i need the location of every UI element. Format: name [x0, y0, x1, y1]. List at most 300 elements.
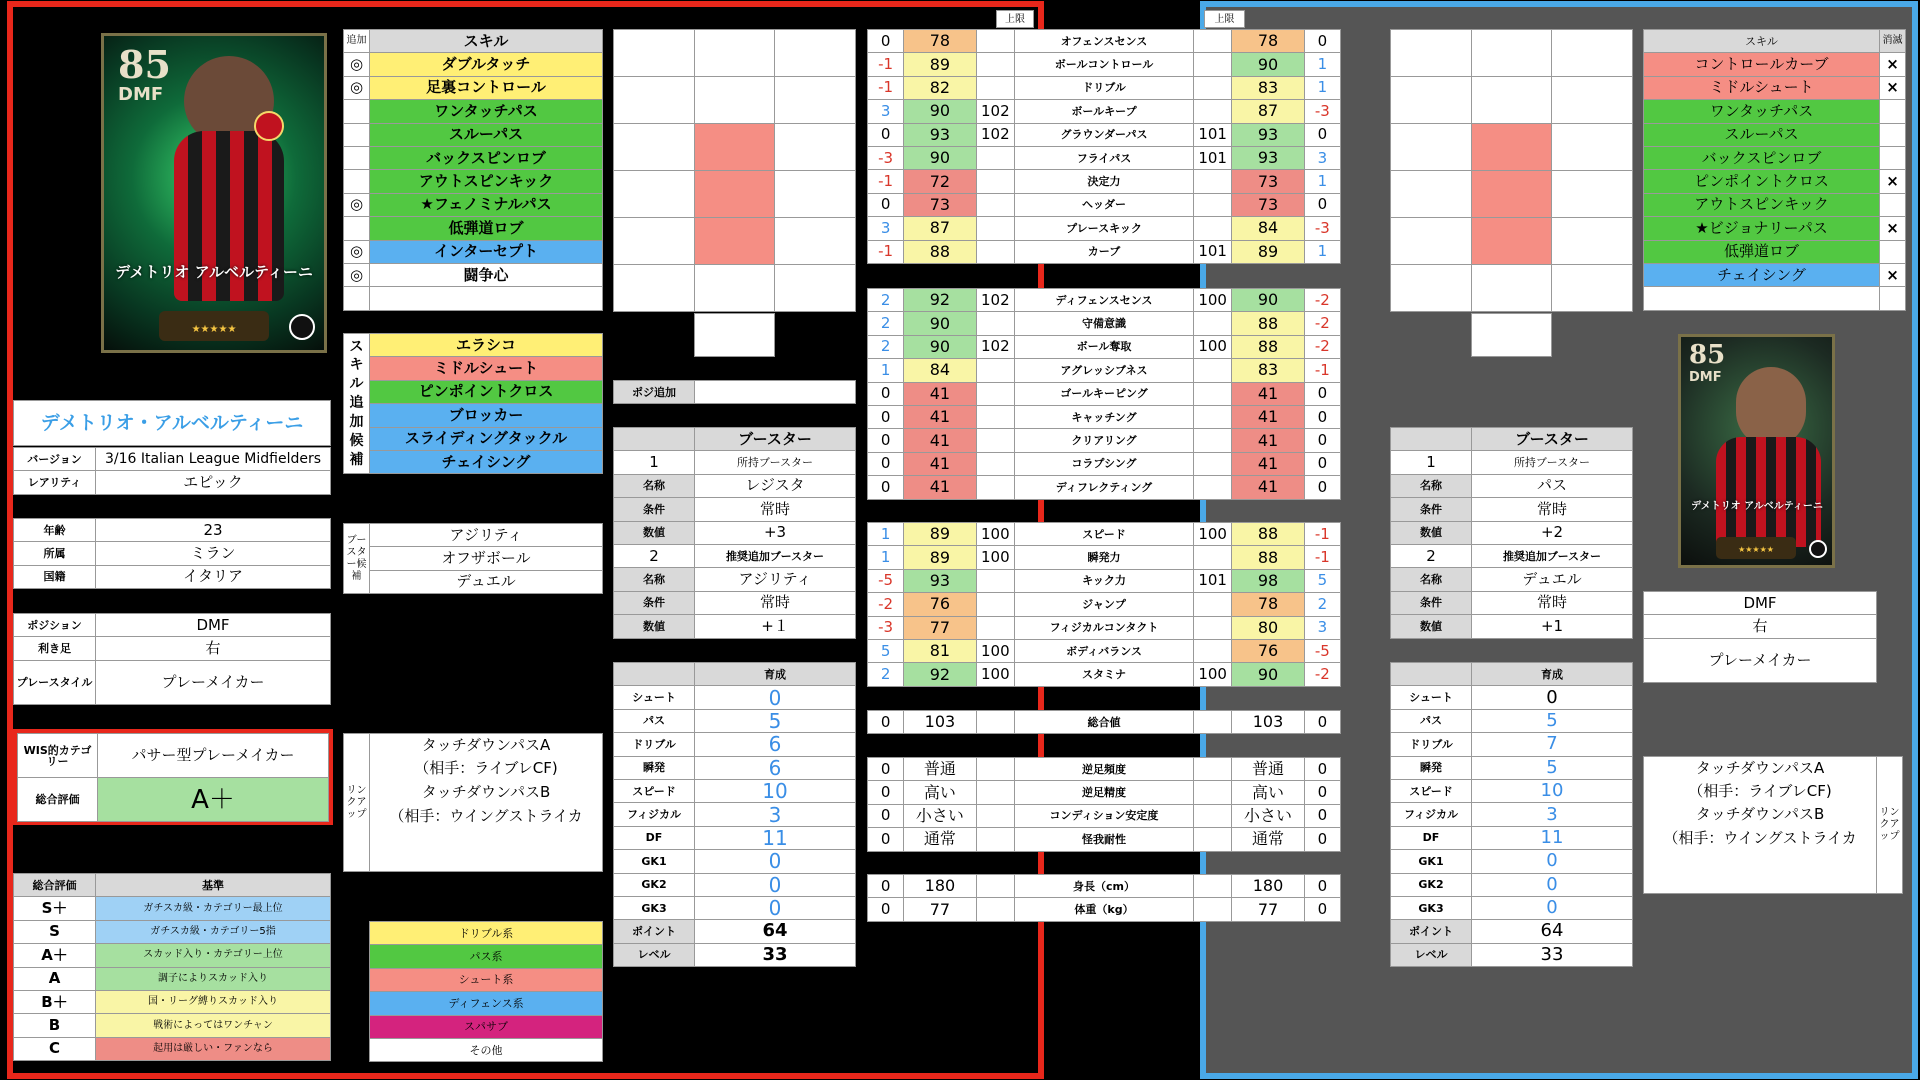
training-value: 0	[695, 896, 856, 919]
skill-mark	[344, 287, 370, 310]
stat-name: ボール奪取	[1015, 335, 1194, 358]
stat-cap-right	[1193, 359, 1231, 382]
stat-delta-right: 0	[1304, 781, 1340, 804]
booster-cond: 常時	[1472, 591, 1633, 614]
card-position: DMF	[118, 84, 164, 105]
stat-cap-left	[976, 804, 1014, 827]
link-up-line: タッチダウンパスA	[1644, 757, 1877, 780]
stat-delta-left: -5	[868, 569, 904, 592]
training-value: 7	[1472, 733, 1633, 756]
pos-cell	[1391, 171, 1472, 218]
skill-candidates-table	[343, 333, 603, 474]
stat-delta-right: 0	[1304, 123, 1340, 146]
stat-name: フライパス	[1015, 146, 1194, 169]
pos-cell	[694, 218, 775, 265]
pos-cell	[775, 77, 856, 124]
skill-mark	[344, 146, 370, 169]
pos-cell	[775, 218, 856, 265]
stat-value-left: 92	[904, 289, 976, 312]
stat-cap-left	[976, 217, 1014, 240]
stat-cap-right	[1193, 452, 1231, 475]
stat-value-right: 41	[1232, 405, 1304, 428]
stat-value-left: 41	[904, 476, 976, 499]
style-value: プレーメイカー	[1644, 638, 1877, 682]
booster-val-label: 数値	[614, 521, 695, 544]
stat-cap-left	[976, 711, 1014, 734]
booster-name-label: 名称	[1391, 568, 1472, 591]
booster-name: レジスタ	[695, 474, 856, 497]
link-up-table-right	[1643, 756, 1903, 894]
legend-grade: S＋	[14, 897, 96, 920]
pos-cell-gk	[694, 313, 775, 357]
pos-cell-cmf	[694, 124, 775, 171]
training-label: ドリブル	[1391, 733, 1472, 756]
position-grid-right	[1390, 29, 1633, 312]
stat-name: 瞬発力	[1015, 546, 1194, 569]
candidate-skill: ブロッカー	[370, 404, 603, 427]
pos-cell	[1552, 124, 1633, 171]
stat-cap-left	[976, 405, 1014, 428]
stat-cap-right	[1193, 217, 1231, 240]
profile-name-table	[13, 400, 331, 446]
stat-delta-left: 0	[868, 193, 904, 216]
stat-delta-left: 0	[868, 30, 904, 53]
wis-value: パサー型プレーメイカー	[98, 734, 329, 778]
pos-add-value	[695, 381, 856, 404]
booster-val-label: 数値	[614, 615, 695, 638]
stat-cap-left	[976, 53, 1014, 76]
pos-cell	[1552, 265, 1633, 312]
stat-name: クリアリング	[1015, 429, 1194, 452]
stat-name: コンディション安定度	[1015, 804, 1194, 827]
legend-grade: S	[14, 920, 96, 943]
stat-delta-left: 0	[868, 898, 904, 921]
stat-delta-right: 0	[1304, 476, 1340, 499]
training-label: GK3	[614, 896, 695, 919]
stat-row	[868, 569, 1341, 592]
stat-value-right: 73	[1232, 193, 1304, 216]
training-label: GK2	[614, 873, 695, 896]
booster-corner	[1391, 428, 1472, 451]
stat-row	[868, 335, 1341, 358]
player-portrait	[1736, 367, 1806, 447]
skill-removed-mark: ×	[1880, 263, 1906, 286]
legend-desc: ガチスカ級・カテゴリー5指	[96, 920, 331, 943]
training-label: GK1	[1391, 850, 1472, 873]
legend-desc: 国・リーグ縛りスカッド入り	[96, 990, 331, 1013]
booster-val: +3	[695, 521, 856, 544]
stat-cap-left	[976, 781, 1014, 804]
skill-removed-mark: ×	[1880, 217, 1906, 240]
stat-row	[868, 663, 1341, 686]
training-label: スピード	[1391, 779, 1472, 802]
booster-val-label: 数値	[1391, 615, 1472, 638]
skill-item: ダブルタッチ	[370, 53, 603, 76]
stat-delta-left: 0	[868, 804, 904, 827]
stat-delta-right: 0	[1304, 405, 1340, 428]
legend-desc: 起用は厳しい・ファンなら	[96, 1037, 331, 1060]
player-name: デメトリオ・アルベルティーニ	[14, 401, 331, 446]
stat-delta-left: 0	[868, 382, 904, 405]
stat-delta-left: -3	[868, 146, 904, 169]
stat-row	[868, 382, 1341, 405]
training-label: GK1	[614, 850, 695, 873]
stat-cap-right	[1193, 476, 1231, 499]
stat-delta-right: -3	[1304, 217, 1340, 240]
training-label: DF	[614, 826, 695, 849]
stat-row	[868, 146, 1341, 169]
wis-table	[17, 733, 329, 822]
stat-row	[868, 781, 1341, 804]
booster-table-right	[1390, 427, 1633, 639]
stat-value-left: 93	[904, 569, 976, 592]
training-corner	[1391, 663, 1472, 686]
skill-item: アウトスピンキック	[1644, 193, 1880, 216]
training-point: 64	[695, 920, 856, 943]
stat-value-right: 41	[1232, 476, 1304, 499]
training-label: GK3	[1391, 896, 1472, 919]
stat-name: キャッチング	[1015, 405, 1194, 428]
skill-item: アウトスピンキック	[370, 170, 603, 193]
card-rating: 85	[118, 42, 171, 87]
booster-val: +1	[1472, 615, 1633, 638]
stat-delta-left: -1	[868, 170, 904, 193]
stat-cap-left	[976, 569, 1014, 592]
stat-value-right: 93	[1232, 146, 1304, 169]
stat-row	[868, 523, 1341, 546]
stat-row	[868, 875, 1341, 898]
club-crest-icon	[254, 111, 284, 141]
pos-cell	[1471, 30, 1552, 77]
stat-cap-right: 101	[1193, 240, 1231, 263]
stat-delta-right: 0	[1304, 828, 1340, 851]
pos-cell-dmf	[1471, 171, 1552, 218]
stat-cap-left	[976, 382, 1014, 405]
stat-value-left: 41	[904, 382, 976, 405]
stat-value-right: 103	[1232, 711, 1304, 734]
skill-candidates-label: スキル追加候補	[344, 334, 370, 474]
skill-removed-mark	[1880, 240, 1906, 263]
stat-cap-right: 100	[1193, 663, 1231, 686]
training-value: 6	[695, 756, 856, 779]
training-level-label: レベル	[1391, 943, 1472, 966]
skill-color-legend	[369, 921, 603, 1062]
skill-item: 低弾道ロブ	[1644, 240, 1880, 263]
card-name: デメトリオ アルベルティーニ	[115, 263, 313, 281]
candidate-skill: チェイシング	[370, 450, 603, 473]
stat-row	[868, 289, 1341, 312]
stats-traits-table	[867, 757, 1341, 852]
stat-cap-right: 100	[1193, 335, 1231, 358]
booster-title: 所持ブースター	[1472, 451, 1633, 474]
stat-cap-left	[976, 898, 1014, 921]
link-up-line: （相手：ウイングストライカ	[1644, 827, 1877, 850]
stat-cap-left	[976, 170, 1014, 193]
stat-name: ディフェンスセンス	[1015, 289, 1194, 312]
pos-cell	[694, 265, 775, 312]
training-table-left	[613, 662, 856, 967]
candidate-booster: アジリティ	[370, 524, 603, 547]
stat-delta-right: 5	[1304, 569, 1340, 592]
stat-row	[868, 616, 1341, 639]
stat-delta-right: 0	[1304, 382, 1340, 405]
stat-cap-left	[976, 875, 1014, 898]
stat-cap-left: 100	[976, 523, 1014, 546]
cap-header-right: 上限	[1204, 10, 1245, 28]
pos-cell	[775, 124, 856, 171]
training-value: 0	[695, 850, 856, 873]
stat-cap-right	[1193, 429, 1231, 452]
stat-row	[868, 123, 1341, 146]
stat-row	[868, 193, 1341, 216]
training-point-label: ポイント	[614, 920, 695, 943]
training-label: シュート	[614, 686, 695, 709]
stat-value-right: 76	[1232, 639, 1304, 662]
stat-delta-left: 0	[868, 828, 904, 851]
stat-name: スピード	[1015, 523, 1194, 546]
booster-title: 所持ブースター	[695, 451, 856, 474]
skill-item: 低弾道ロブ	[370, 217, 603, 240]
stat-delta-right: 1	[1304, 53, 1340, 76]
stat-cap-right: 100	[1193, 289, 1231, 312]
foot-value: 右	[1644, 615, 1877, 638]
skill-item: ミドルシュート	[1644, 76, 1880, 99]
legend-desc: ガチスカ級・カテゴリー最上位	[96, 897, 331, 920]
pos-cell	[614, 77, 695, 124]
stat-value-right: 87	[1232, 100, 1304, 123]
stat-value-left: 103	[904, 711, 976, 734]
training-value: 10	[695, 779, 856, 802]
stat-row	[868, 359, 1341, 382]
stat-value-left: 88	[904, 240, 976, 263]
stat-value-left: 81	[904, 639, 976, 662]
legend-other: その他	[370, 1038, 603, 1061]
training-value: 0	[695, 873, 856, 896]
stat-value-left: 93	[904, 123, 976, 146]
training-label: 瞬発	[1391, 756, 1472, 779]
stat-delta-right: 0	[1304, 711, 1340, 734]
stat-value-right: 80	[1232, 616, 1304, 639]
pos-cell	[1391, 265, 1472, 312]
pos-cell	[1391, 218, 1472, 265]
booster-cond-label: 条件	[1391, 591, 1472, 614]
stat-row	[868, 170, 1341, 193]
pos-cell-dmf	[694, 171, 775, 218]
stat-delta-left: 0	[868, 781, 904, 804]
legend-desc: 戦術によってはワンチャン	[96, 1014, 331, 1037]
pos-cell	[694, 30, 775, 77]
stats-attack-table	[867, 29, 1341, 264]
training-label: 瞬発	[614, 756, 695, 779]
stat-delta-left: 0	[868, 429, 904, 452]
legend-grade: B	[14, 1014, 96, 1037]
stat-value-right: 90	[1232, 289, 1304, 312]
training-value: 0	[1472, 873, 1633, 896]
link-up-line	[1644, 850, 1877, 893]
stat-value-left: 小さい	[904, 804, 976, 827]
right-info-table	[1643, 591, 1877, 683]
card-rating: 85	[1689, 340, 1726, 370]
stat-delta-right: 0	[1304, 30, 1340, 53]
skill-item: インターセプト	[370, 240, 603, 263]
stat-delta-right: -2	[1304, 663, 1340, 686]
link-up-line: （相手：ウイングストライカ	[370, 804, 603, 828]
skill-item: 闘争心	[370, 263, 603, 286]
training-value: 11	[695, 826, 856, 849]
stat-delta-left: -1	[868, 240, 904, 263]
stat-cap-left: 102	[976, 335, 1014, 358]
stat-delta-right: -1	[1304, 359, 1340, 382]
legend-header: 総合評価	[14, 874, 96, 897]
overall-label: 総合評価	[18, 778, 98, 822]
stat-delta-right: 0	[1304, 898, 1340, 921]
position-table	[13, 613, 331, 705]
stat-name: 体重（kg）	[1015, 898, 1194, 921]
skill-mark: ◎	[344, 263, 370, 286]
stat-cap-left	[976, 593, 1014, 616]
player-card-left	[101, 33, 327, 353]
stat-value-right: 88	[1232, 546, 1304, 569]
stat-cap-right	[1193, 546, 1231, 569]
stat-delta-right: 1	[1304, 76, 1340, 99]
training-value: 3	[1472, 803, 1633, 826]
foot-value: 右	[96, 637, 331, 660]
skill-item: ピンポイントクロス	[1644, 170, 1880, 193]
stat-cap-left	[976, 30, 1014, 53]
stat-value-right: 88	[1232, 312, 1304, 335]
training-value: 0	[1472, 850, 1633, 873]
stat-value-right: 88	[1232, 335, 1304, 358]
card-position: DMF	[1689, 370, 1722, 385]
legend-defense: ディフェンス系	[370, 992, 603, 1015]
stat-row	[868, 100, 1341, 123]
stat-row	[868, 53, 1341, 76]
stat-value-left: 92	[904, 663, 976, 686]
skill-mark	[344, 123, 370, 146]
stat-name: 逆足精度	[1015, 781, 1194, 804]
stat-row	[868, 312, 1341, 335]
stat-delta-right: -2	[1304, 335, 1340, 358]
stat-cap-right	[1193, 100, 1231, 123]
rating-legend-table	[13, 873, 331, 1061]
stat-cap-left	[976, 476, 1014, 499]
stat-value-right: 小さい	[1232, 804, 1304, 827]
skills-removed-header: 消滅	[1880, 30, 1906, 53]
stat-cap-right	[1193, 53, 1231, 76]
booster-cond-label: 条件	[614, 591, 695, 614]
card-name: デメトリオ アルベルティーニ	[1691, 501, 1823, 512]
stat-cap-right	[1193, 170, 1231, 193]
stat-name: プレースキック	[1015, 217, 1194, 240]
training-point-label: ポイント	[1391, 920, 1472, 943]
pos-cell	[614, 124, 695, 171]
pos-cell	[1471, 218, 1552, 265]
training-header: 育成	[695, 663, 856, 686]
stat-cap-left: 102	[976, 123, 1014, 146]
stat-value-right: 高い	[1232, 781, 1304, 804]
stat-name: キック力	[1015, 569, 1194, 592]
stat-name: ボールキープ	[1015, 100, 1194, 123]
training-value: 6	[695, 733, 856, 756]
stat-cap-left: 100	[976, 663, 1014, 686]
pos-cell	[1391, 30, 1472, 77]
candidate-skill: ピンポイントクロス	[370, 380, 603, 403]
booster-header: ブースター	[695, 428, 856, 451]
stat-delta-left: 2	[868, 289, 904, 312]
legend-desc: スカッド入り・カテゴリー上位	[96, 944, 331, 967]
training-label: パス	[614, 709, 695, 732]
stat-cap-left	[976, 828, 1014, 851]
pos-cell	[1471, 265, 1552, 312]
skill-removed-mark: ×	[1880, 76, 1906, 99]
training-value: 3	[695, 803, 856, 826]
stat-value-right: 88	[1232, 523, 1304, 546]
team-value: ミラン	[96, 542, 331, 565]
booster-name-label: 名称	[614, 474, 695, 497]
stat-cap-right	[1193, 898, 1231, 921]
stat-delta-left: 1	[868, 523, 904, 546]
position-value: DMF	[1644, 592, 1877, 615]
stat-delta-left: 0	[868, 875, 904, 898]
stat-delta-left: 0	[868, 758, 904, 781]
legend-supersub: スパサブ	[370, 1015, 603, 1038]
booster-title: 推奨追加ブースター	[695, 544, 856, 567]
skill-item: 足裏コントロール	[370, 76, 603, 99]
legend-dribble: ドリブル系	[370, 922, 603, 945]
training-value: 5	[695, 709, 856, 732]
cap-header-left: 上限	[996, 10, 1034, 28]
position-grid-left	[613, 29, 856, 312]
stat-delta-right: -2	[1304, 289, 1340, 312]
skill-mark: ◎	[344, 240, 370, 263]
stat-cap-right	[1193, 781, 1231, 804]
stat-value-left: 90	[904, 312, 976, 335]
stat-cap-right: 101	[1193, 569, 1231, 592]
skills-add-header: 追加	[344, 30, 370, 53]
stat-name: スタミナ	[1015, 663, 1194, 686]
stat-row	[868, 217, 1341, 240]
stat-value-right: 73	[1232, 170, 1304, 193]
stat-value-left: 77	[904, 616, 976, 639]
booster-cond: 常時	[695, 591, 856, 614]
stat-value-left: 89	[904, 53, 976, 76]
stat-delta-right: 1	[1304, 170, 1340, 193]
training-label: ドリブル	[614, 733, 695, 756]
stat-delta-left: 0	[868, 452, 904, 475]
stat-name: オフェンスセンス	[1015, 30, 1194, 53]
stat-name: 守備意識	[1015, 312, 1194, 335]
stat-cap-right	[1193, 193, 1231, 216]
stat-value-left: 78	[904, 30, 976, 53]
stat-value-right: 98	[1232, 569, 1304, 592]
stat-name: ドリブル	[1015, 76, 1194, 99]
stat-delta-left: 3	[868, 100, 904, 123]
stat-delta-left: 2	[868, 312, 904, 335]
stat-value-left: 41	[904, 429, 976, 452]
stat-value-left: 180	[904, 875, 976, 898]
wis-label: WIS的カテゴリー	[18, 734, 98, 778]
stat-name: ボディバランス	[1015, 639, 1194, 662]
link-up-line	[370, 828, 603, 872]
legend-grade: C	[14, 1037, 96, 1060]
pos-cell	[1471, 77, 1552, 124]
stat-name: カーブ	[1015, 240, 1194, 263]
stat-value-left: 90	[904, 100, 976, 123]
legend-grade: A＋	[14, 944, 96, 967]
stat-cap-left	[976, 240, 1014, 263]
stat-value-right: 83	[1232, 76, 1304, 99]
candidate-booster: デュエル	[370, 570, 603, 593]
